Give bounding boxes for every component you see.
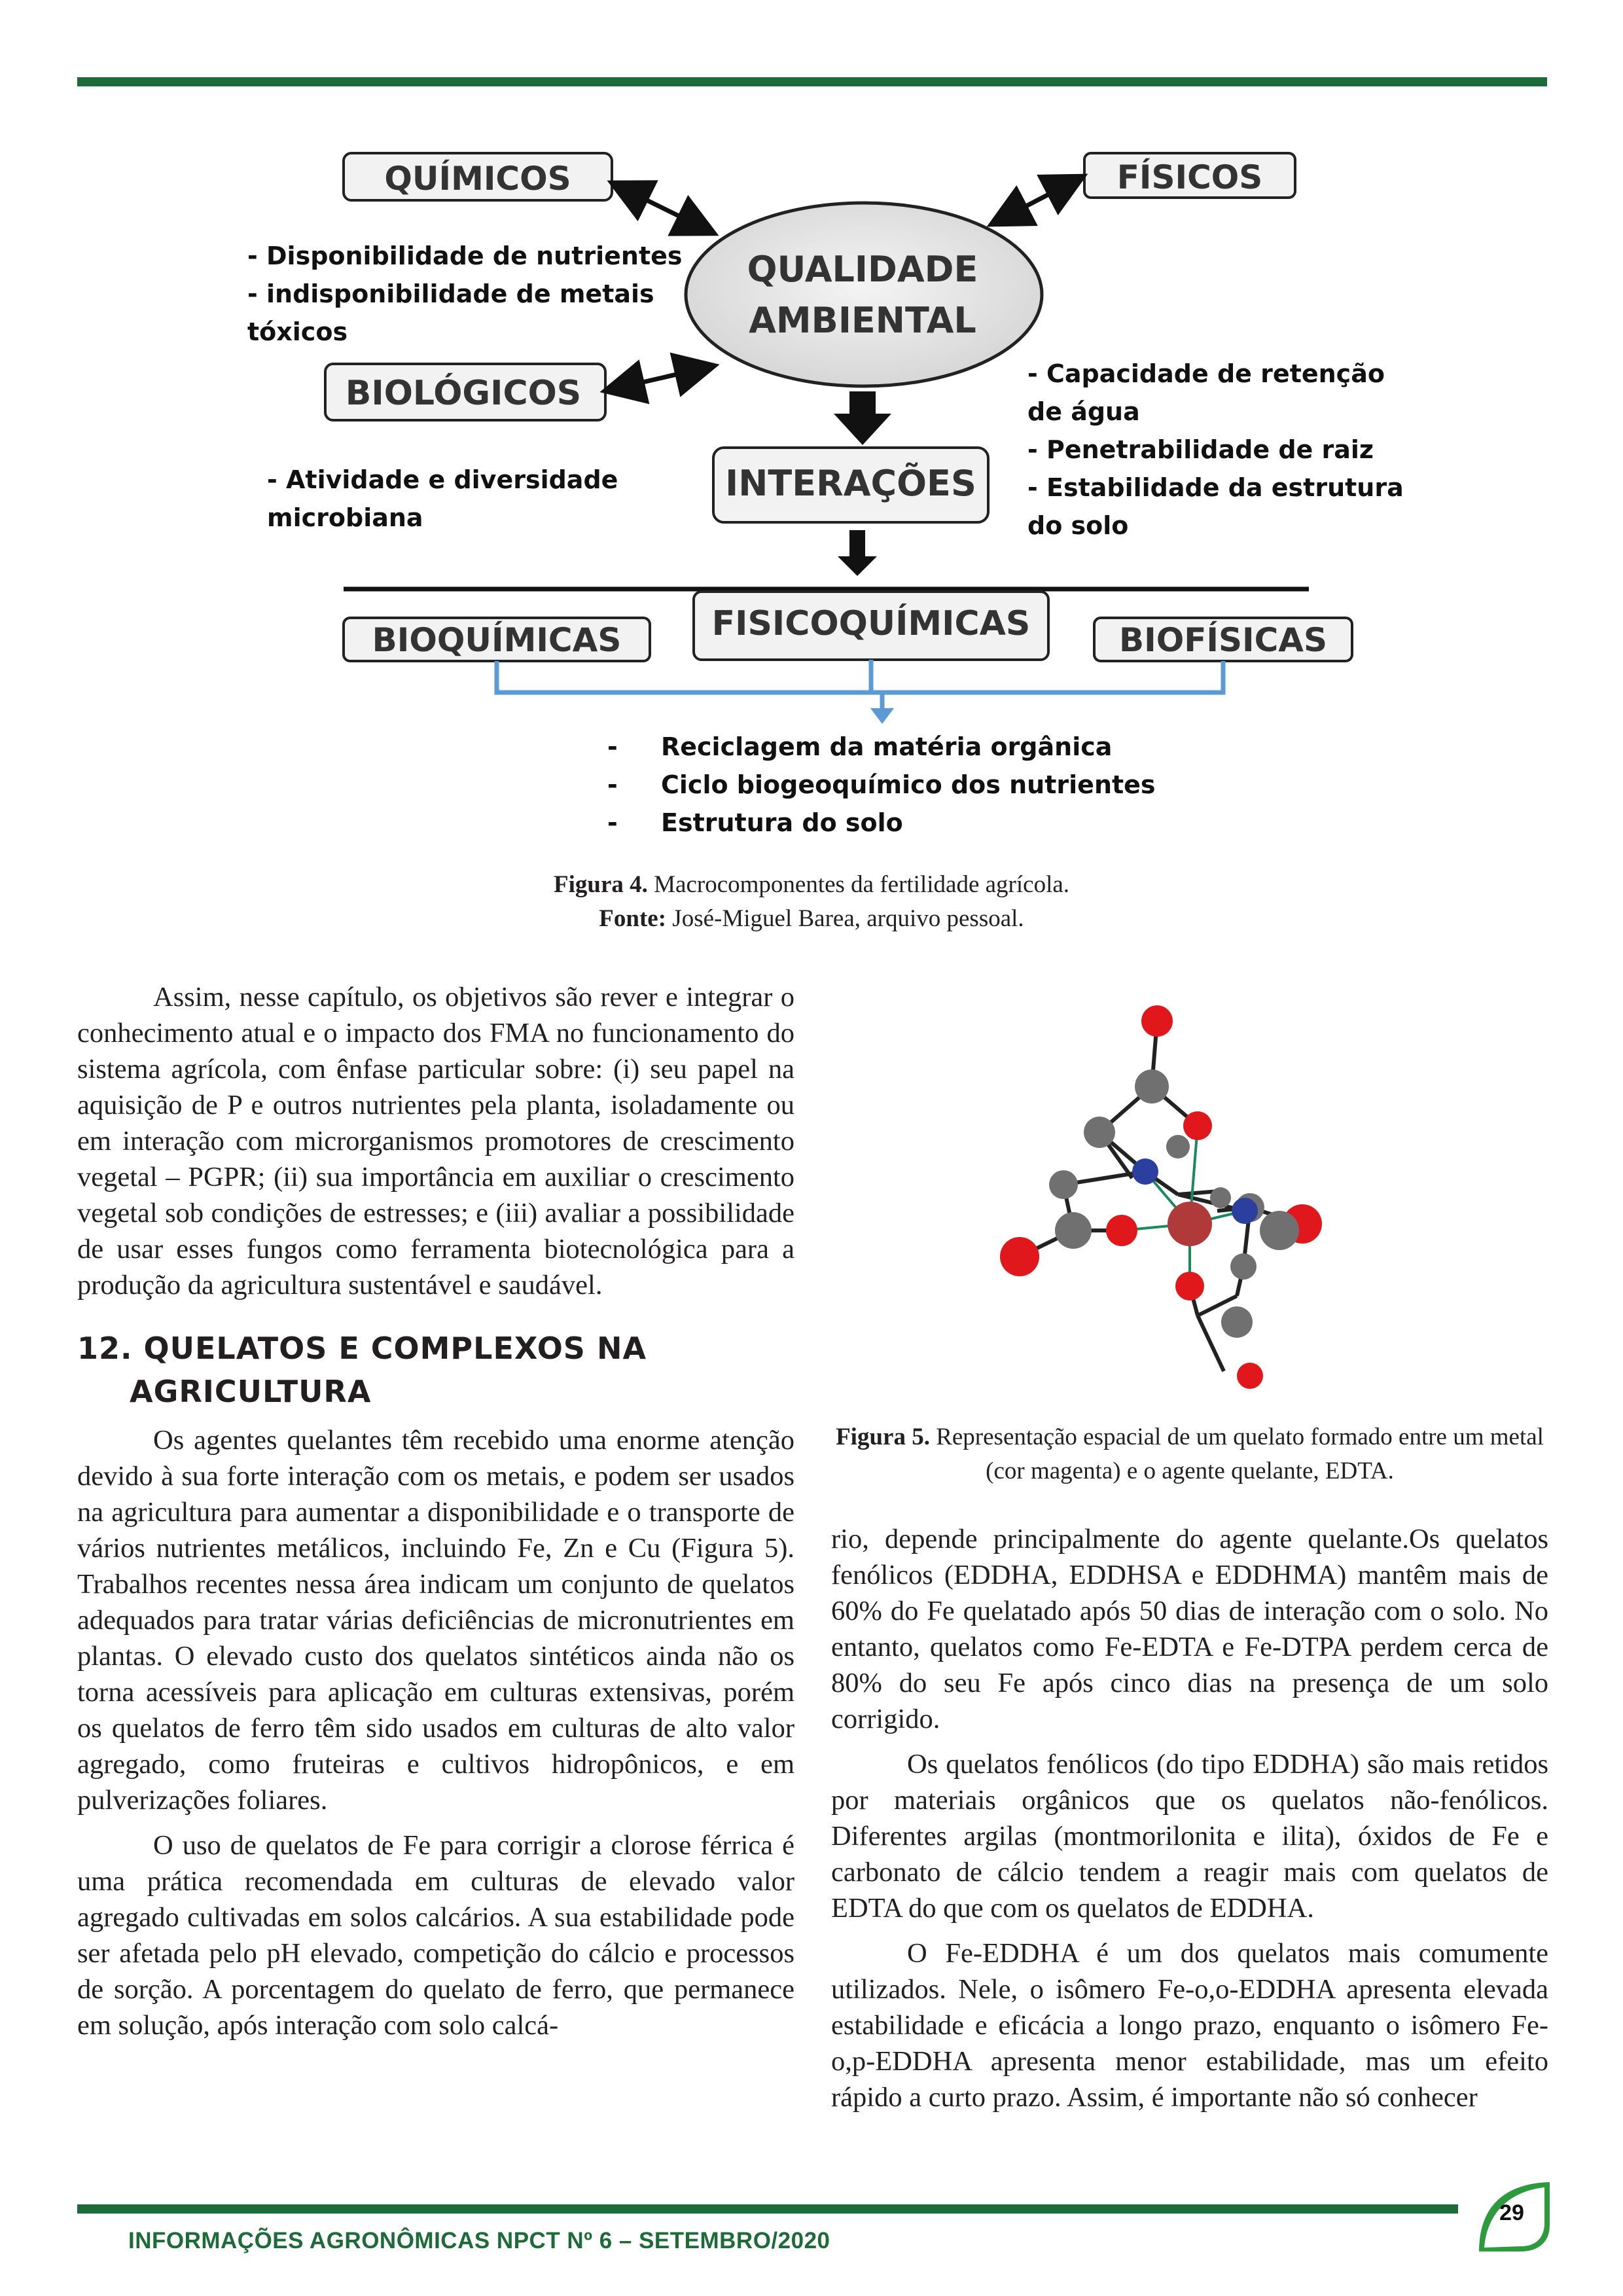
quimicos-box xyxy=(344,153,612,200)
bottom-rule xyxy=(77,2204,1458,2214)
figure-4-source-label: Fonte: xyxy=(599,905,667,932)
svg-text:do solo: do solo xyxy=(1027,511,1129,540)
fisicoquimicas-box xyxy=(694,592,1048,660)
bioquimicas-label: BIOQUÍMICAS xyxy=(372,621,622,659)
paragraph: Os quelatos fenólicos (do tipo EDDHA) são mais retidos por materiais orgânicos que os quelatos não-fenólicos. Diferentes argilas (montmorilonita e ilita), óxidos de Fe e carbonato de cálcio tendem a reagir mais com quelatos de EDTA do que com os quelatos de EDDHA. xyxy=(831,1749,1548,1924)
bioquimicas-box xyxy=(344,618,650,661)
quimicos-notes xyxy=(247,242,683,346)
arrow-biologicos xyxy=(609,367,711,390)
fisicoquimicas-label: FISICOQUÍMICAS xyxy=(711,604,1031,643)
svg-text:-: - xyxy=(607,770,618,799)
paragraph: O uso de quelatos de Fe para corrigir a clorose férrica é uma prática recomendada em culturas de elevado valor agregado cultivadas em solos calcários. A sua estabilidade pode ser afetada pelo pH elevado, competição do cálcio e processos de sorção. A porcentagem do quelato de ferro, que permanece em solução, após interação com solo calcá- xyxy=(77,1830,794,2041)
figure-5-text: Representação espacial de um quelato formado entre um metal (cor magenta) e o agente quelante, EDTA. xyxy=(929,1424,1544,1484)
outcomes-list xyxy=(607,732,1156,837)
svg-text:- Atividade e diversidade: - Atividade e diversidade xyxy=(267,465,618,494)
svg-text:de água: de água xyxy=(1027,397,1140,426)
qualidade-label-1: QUALIDADE xyxy=(747,249,978,290)
svg-text:tóxicos: tóxicos xyxy=(247,317,348,346)
figure-5-molecule xyxy=(982,988,1348,1407)
svg-text:- Penetrabilidade de raiz: - Penetrabilidade de raiz xyxy=(1027,435,1374,464)
figure-5-label: Figura 5. xyxy=(836,1424,930,1450)
right-column xyxy=(831,1521,1548,2125)
blue-arrowhead xyxy=(870,708,894,724)
svg-text:- Capacidade de retenção: - Capacidade de retenção xyxy=(1027,359,1385,388)
svg-text:-: - xyxy=(607,808,618,837)
interacoes-label: INTERAÇÕES xyxy=(725,463,976,504)
figure-4-source xyxy=(0,902,1623,936)
figure-4-diagram xyxy=(0,0,1623,851)
biofisicas-label: BIOFÍSICAS xyxy=(1119,621,1327,659)
svg-text:microbiana: microbiana xyxy=(267,503,423,532)
fisicos-box xyxy=(1084,153,1295,198)
paragraph: rio, depende principalmente do agente quelante.Os quelatos fenólicos (EDDHA, EDDHSA e EDDHMA) mantêm mais de 60% do Fe quelatado após 50 dias de interação com o solo. No entanto, quelatos como Fe-EDTA e Fe-DTPA perdem cerca de 80% do seu Fe após cinco dias na presença de um solo corrigido. xyxy=(831,1524,1548,1734)
biologicos-box xyxy=(325,364,605,420)
section-heading xyxy=(77,1327,794,1413)
footer-journal-title: INFORMAÇÕES AGRONÔMICAS NPCT Nº 6 – SETEMBRO/2020 xyxy=(128,2228,830,2253)
arrow-fisicos xyxy=(995,178,1080,223)
biofisicas-box xyxy=(1094,618,1352,661)
left-column xyxy=(77,979,794,2053)
svg-text:Estrutura do solo: Estrutura do solo xyxy=(661,808,903,837)
paragraph: O Fe-EDDHA é um dos quelatos mais comumente utilizados. Nele, o isômero Fe-o,o-EDDHA apresenta elevada estabilidade e eficácia a longo prazo, enquanto o isômero Fe-o,p-EDDHA apresenta menor estabilidade, mas um efeito rápido a curto prazo. Assim, é importante não só conhecer xyxy=(831,1938,1548,2113)
arrow-quimicos xyxy=(615,185,711,232)
biologicos-notes xyxy=(267,465,618,532)
arrow-down-1 xyxy=(834,391,891,445)
figure-5-caption xyxy=(831,1420,1548,1488)
figure-4-source-text: José-Miguel Barea, arquivo pessoal. xyxy=(666,905,1024,932)
figure-4-caption xyxy=(0,868,1623,902)
quimicos-label: QUÍMICOS xyxy=(384,160,571,198)
svg-text:-: - xyxy=(607,732,618,761)
paragraph: Assim, nesse capítulo, os objetivos são rever e integrar o conhecimento atual e o impacto dos FMA no funcionamento do sistema agrícola, com ênfase particular sobre: (i) seu papel na aquisição de P e outros nutrientes pela planta, isoladamente ou em interação com microrganismos promotores de crescimento vegetal – PGPR; (ii) sua importância em auxiliar o crescimento vegetal sob condições de estresses; e (iii) avaliar a possibilidade de usar esses fungos como ferramenta biotecnológica para a produção da agricultura sustentável e saudável. xyxy=(77,982,794,1300)
figure-4-label: Figura 4. xyxy=(553,871,648,898)
blue-connector xyxy=(497,660,1223,713)
page-number: 29 xyxy=(1499,2200,1524,2225)
svg-text:Reciclagem da matéria orgânica: Reciclagem da matéria orgânica xyxy=(661,732,1113,761)
interacoes-box xyxy=(713,448,988,522)
fisicos-label: FÍSICOS xyxy=(1116,158,1263,196)
svg-text:- Estabilidade da estrutura: - Estabilidade da estrutura xyxy=(1027,473,1404,502)
svg-text:- indisponibilidade de metais: - indisponibilidade de metais xyxy=(247,279,654,308)
fisicos-notes xyxy=(1027,359,1404,540)
arrow-down-2 xyxy=(838,530,877,576)
svg-text:- Disponibilidade de nutrient: - Disponibilidade de nutrientes xyxy=(247,242,683,270)
paragraph: Os agentes quelantes têm recebido uma enorme atenção devido à sua forte interação com os metais, e podem ser usados na agricultura para aumentar a disponibilidade e o transporte de vários nutrientes metálicos, incluindo Fe, Zn e Cu (Figura 5). Trabalhos recentes nessa área indicam um conjunto de quelatos adequados para tratar várias deficiências de micronutrientes em plantas. O elevado custo dos quelatos sintéticos ainda não os torna acessíveis para aplicação em culturas extensivas, porém os quelatos de ferro têm sido usados em culturas de alto valor agregado, como fruteiras e cultivos hidropônicos, e em pulverizações foliares. xyxy=(77,1425,794,1816)
svg-text:Ciclo biogeoquímico dos nutri: Ciclo biogeoquímico dos nutrientes xyxy=(661,770,1156,799)
heading-line-1: 12. QUELATOS E COMPLEXOS NA xyxy=(77,1331,647,1366)
figure-4-text: Macrocomponentes da fertilidade agrícola. xyxy=(647,871,1070,898)
heading-line-2: AGRICULTURA xyxy=(130,1374,372,1409)
qualidade-ambiental-node xyxy=(686,203,1042,386)
biologicos-label: BIOLÓGICOS xyxy=(345,374,582,413)
qualidade-label-2: AMBIENTAL xyxy=(749,300,976,341)
